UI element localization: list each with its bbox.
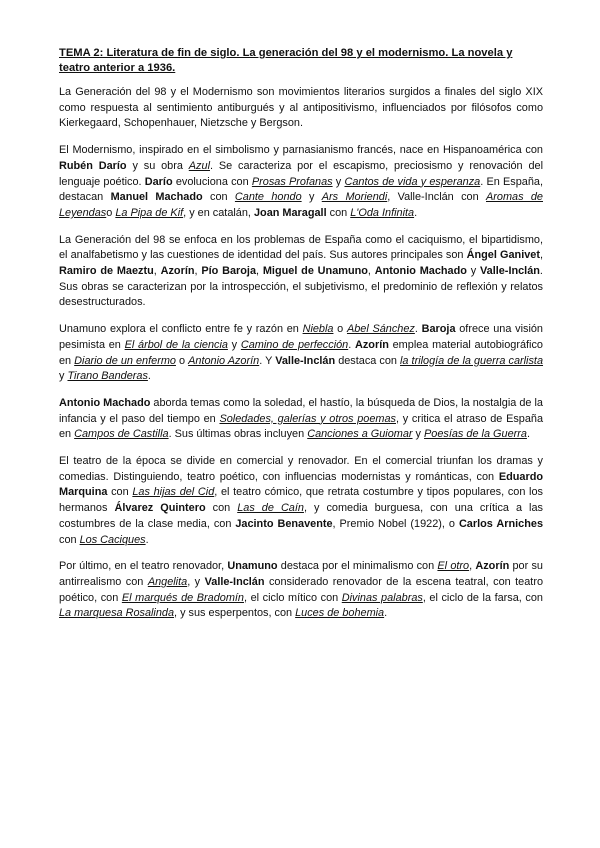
text-run: El Modernismo, inspirado en el simbolismo y parnasianismo francés, nace en Hispanoamérica con (59, 144, 543, 157)
text-run: . (526, 428, 530, 441)
text-run: Por último, en el teatro renovador, (59, 560, 228, 573)
work-title: la trilogía de la guerra carlista (400, 354, 544, 367)
author-name: Miguel de Unamuno (262, 265, 368, 278)
text-run: con (326, 206, 351, 219)
text-run: Unamuno explora el conflicto entre fe y razón en (59, 323, 303, 336)
text-run: , Premio Nobel (1922), o (332, 517, 459, 530)
document-page (59, 46, 543, 633)
work-title: Cantos de vida y esperanza (344, 175, 481, 188)
author-name: Ramiro de Maeztu (59, 265, 154, 278)
author-name: Rubén Darío (59, 159, 127, 172)
author-name: Antonio Machado (59, 396, 151, 409)
paragraph-modernismo (59, 143, 543, 222)
paragraph-generacion-98 (59, 233, 543, 312)
text-run: o (333, 323, 347, 336)
work-title: Azul (188, 159, 210, 172)
document-title: TEMA 2: Literatura de fin de siglo. La generación del 98 y el modernismo. La novela y teatro anterior a 1936. (59, 47, 513, 74)
author-name: Valle-Inclán (275, 354, 336, 367)
work-title: Cante hondo (234, 191, 302, 204)
text-run: . En España, destacan (59, 175, 543, 204)
work-title: Aromas de Leyendas (59, 191, 543, 219)
text-run: . (348, 338, 355, 351)
work-title: Diario de un enfermo (74, 354, 176, 367)
paragraph-intro (59, 85, 543, 132)
text-run: . Sus últimas obras incluyen (168, 428, 308, 441)
author-name: Antonio Machado (374, 265, 467, 278)
text-run: destaca por el minimalismo con (277, 560, 438, 573)
text-run: emplea material autobiográfico en (59, 338, 543, 367)
text-run: con (202, 191, 235, 204)
text-run: y (59, 370, 68, 383)
text-run: , y critica el atraso de España en (59, 412, 544, 441)
text-run: . Sus obras se caracterizan por la introspección, el subjetivismo, el predominio de reflexión y relatos desestructurados. (59, 265, 543, 309)
text-run: El teatro de la época se divide en comercial y renovador. En el comercial triunfan los dramas y comedias. Distinguiendo, teatro poético, con influencias modernistas y románticas, con (59, 455, 543, 483)
text-run: , (367, 265, 375, 278)
text-run: , y comedia burguesa, con una crítica a las costumbres de la clase media, con (59, 502, 543, 530)
text-run: por su antirrealismo con (59, 560, 543, 588)
author-name: Unamuno (227, 560, 278, 573)
work-title: Niebla (302, 323, 334, 336)
paragraph-text: La Generación del 98 y el Modernismo son movimientos literarios surgidos a finales del siglo XIX como respuesta al sentimiento antiburgués y al antipositivismo, influenciados por filósofos como Kierkegaard, Schopenhauer, Nietzsche y Bergson. (59, 86, 543, 130)
work-title: Canciones a Guiomar (307, 428, 413, 441)
work-title: Tirano Banderas (67, 370, 148, 383)
text-run: o (106, 206, 116, 219)
author-name: Valle-Inclán (204, 575, 265, 588)
text-run: , y sus esperpentos, con (174, 607, 296, 620)
author-name: Manuel Machado (110, 191, 203, 204)
work-title: Luces de bohemia (295, 607, 385, 620)
text-run: , el teatro cómico, que retrata costumbre y tipos populares, con los hermanos (59, 486, 543, 515)
paragraph-teatro-renovador (59, 559, 543, 622)
text-run: La Generación del 98 se enfoca en los problemas de España como el caciquismo, el bipartidismo, el analfabetismo y las cuestiones de identidad del país. Sus autores principales son (59, 233, 543, 262)
author-name: Valle-Inclán (479, 265, 540, 278)
work-title: Antonio Azorín (188, 354, 260, 367)
text-run: destaca con (335, 354, 401, 367)
text-run: , y en catalán, (183, 206, 254, 219)
work-title: L'Oda Infinita (350, 206, 415, 219)
work-title: Prosas Profanas (251, 175, 333, 188)
author-name: Eduardo Marquina (59, 470, 543, 499)
work-title: Soledades, galerías y otros poemas (219, 412, 396, 425)
text-run: . (414, 206, 418, 219)
text-run: o (175, 354, 189, 367)
text-run: considerado renovador de la escena teatral, con teatro poético, con (59, 575, 544, 604)
text-run: , (153, 265, 161, 278)
text-run: . Se caracteriza por el escapismo, preciosismo y renovación del lenguaje poético. (59, 159, 544, 188)
author-name: Joan Maragall (253, 206, 327, 219)
text-run: , el ciclo de la farsa, con (422, 591, 543, 604)
author-name: Ángel Ganivet (466, 249, 540, 262)
work-title: La Pipa de Kif (115, 206, 184, 219)
text-run: y (227, 338, 241, 351)
text-run: , (194, 265, 202, 278)
work-title: El marqués de Bradomín (121, 591, 244, 604)
text-run: . (145, 533, 149, 546)
author-name: Carlos Arniches (458, 517, 544, 530)
author-name: Azorín (475, 560, 510, 573)
paragraph-novela (59, 322, 543, 385)
text-run: . (384, 607, 388, 620)
work-title: Campos de Castilla (74, 428, 169, 441)
work-title: Las de Caín (237, 502, 304, 515)
text-run: , (256, 265, 263, 278)
author-name: Azorín (355, 338, 389, 351)
text-run: . Y (259, 354, 276, 367)
author-name: Jacinto Benavente (235, 517, 333, 530)
author-name: Álvarez Quintero (114, 502, 206, 515)
text-run: , el ciclo mítico con (243, 591, 342, 604)
text-run: , y (187, 575, 205, 588)
text-run: , (539, 249, 543, 262)
text-run: y su obra (126, 159, 189, 172)
text-run: . (414, 323, 422, 336)
work-title: Las hijas del Cid (132, 486, 215, 499)
text-run: ofrece una visión pesimista en (59, 323, 543, 351)
text-run: y (466, 265, 480, 278)
work-title: Poesías de la Guerra (424, 428, 527, 441)
author-name: Baroja (421, 323, 456, 336)
author-name: Azorín (160, 265, 195, 278)
work-title: El otro (437, 560, 470, 573)
text-run: , (469, 560, 476, 573)
work-title: Angelita (147, 575, 188, 588)
work-title: Los Caciques (79, 533, 146, 546)
text-run: . (147, 370, 151, 383)
text-run: , Valle-Inclán con (387, 191, 486, 204)
paragraph-machado (59, 396, 543, 443)
text-run: aborda temas como la soledad, el hastío, la búsqueda de Dios, la nostalgia de la infancia y el paso del tiempo en (59, 396, 543, 425)
text-run: y (412, 428, 425, 441)
text-run: evoluciona con (172, 175, 252, 188)
work-title: Abel Sánchez (346, 323, 415, 336)
work-title: Camino de perfección (240, 338, 349, 351)
text-run: y (301, 191, 322, 204)
author-name: Pío Baroja (201, 265, 257, 278)
work-title: El árbol de la ciencia (124, 338, 228, 351)
work-title: La marquesa Rosalinda (59, 607, 175, 620)
paragraph-teatro-comercial (59, 454, 543, 548)
text-run: con (205, 502, 238, 515)
text-run: y (332, 175, 345, 188)
work-title: Ars Moriendi (321, 191, 388, 204)
text-run: con (59, 533, 80, 546)
work-title: Divinas palabras (341, 591, 423, 604)
author-name: Darío (144, 175, 173, 188)
text-run: con (107, 486, 133, 499)
